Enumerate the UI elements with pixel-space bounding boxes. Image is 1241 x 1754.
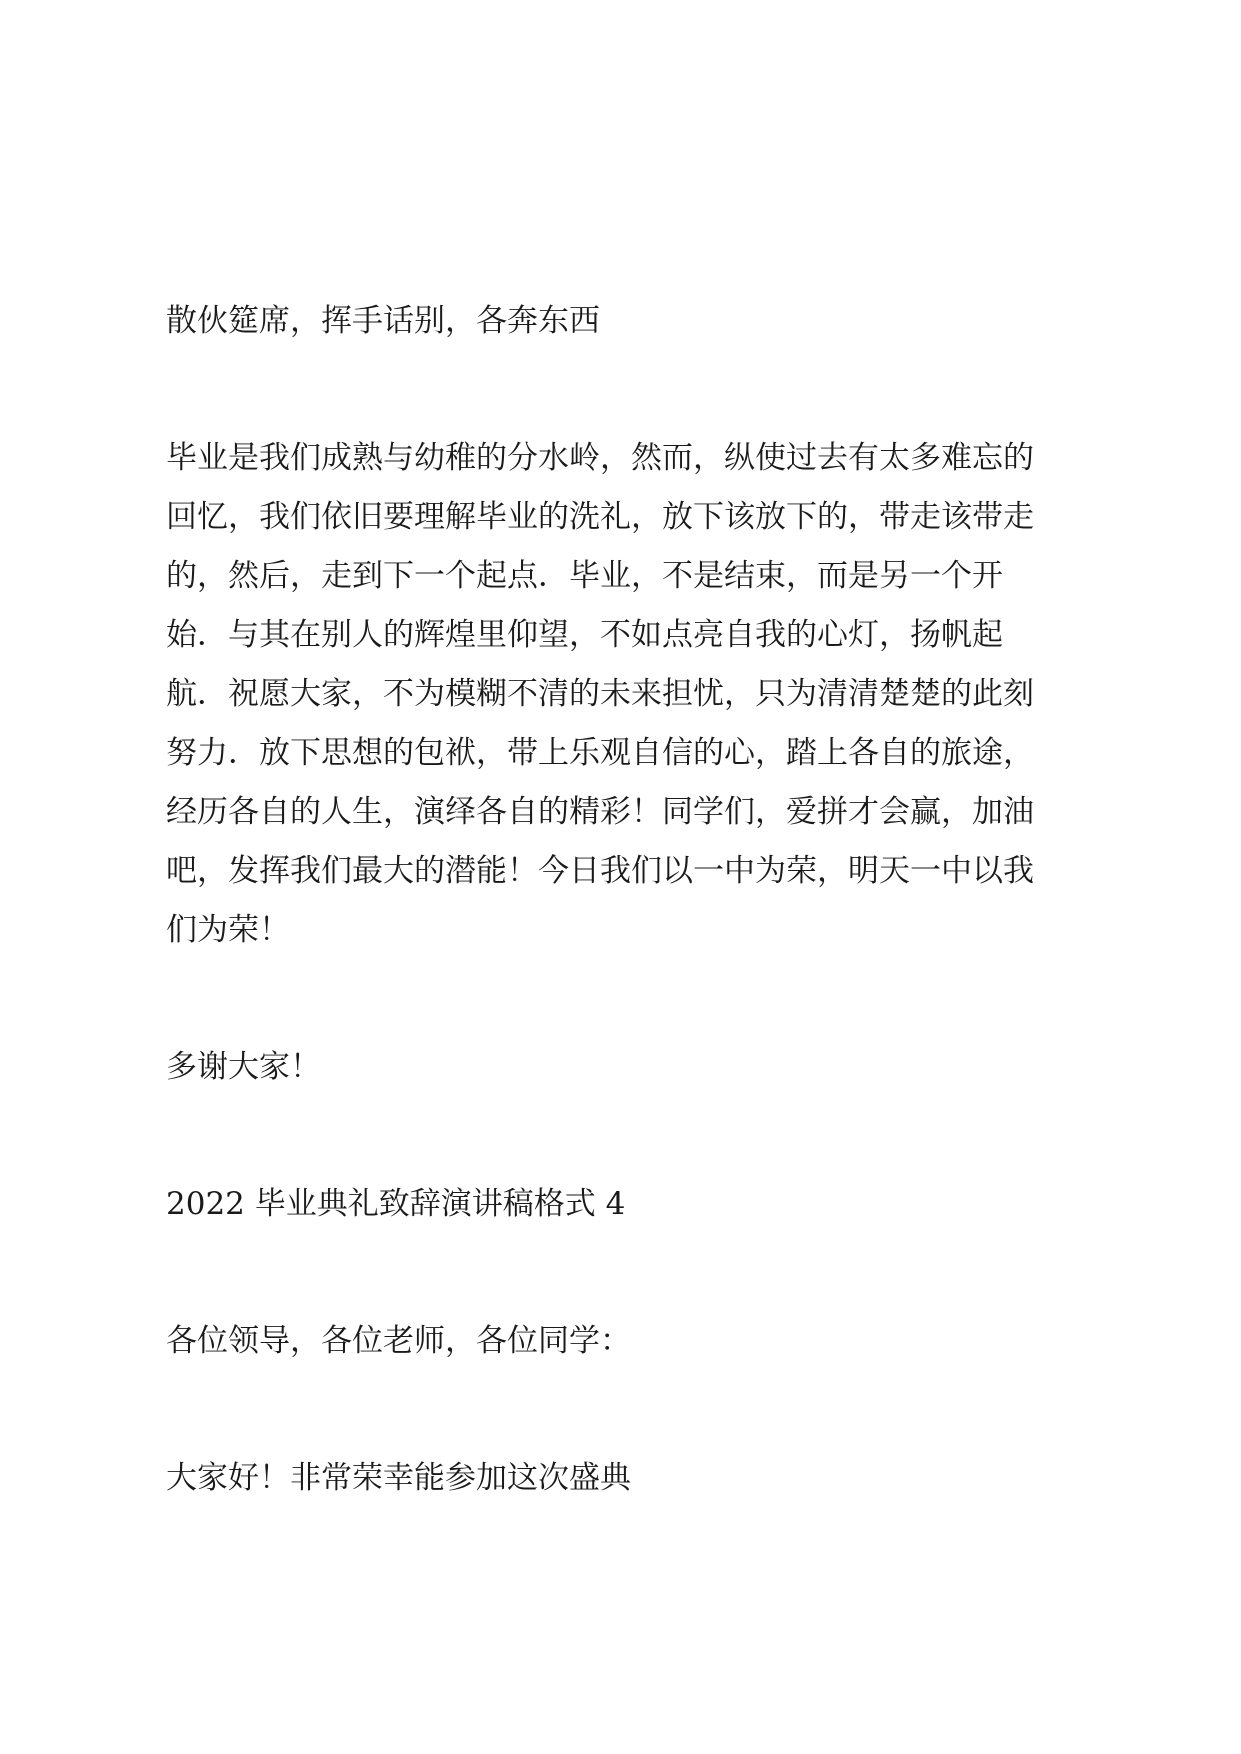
- text-line: 回忆，我们依旧要理解毕业的洗礼，放下该放下的，带走该带走: [166, 499, 1034, 535]
- text-line: 毕业是我们成熟与幼稚的分水岭，然而，纵使过去有太多难忘的: [166, 440, 1034, 476]
- paragraph-spacer: [166, 1097, 1106, 1175]
- paragraph-salutation: [166, 1312, 1106, 1371]
- text-line: 努力．放下思想的包袱，带上乐观自信的心，踏上各自的旅途，: [166, 735, 1034, 771]
- paragraph-greeting: [166, 1449, 1106, 1508]
- text-line: 航．祝愿大家，不为模糊不清的未来担忧，只为清清楚楚的此刻: [166, 676, 1034, 712]
- document-body: [166, 292, 1106, 1508]
- paragraph-spacer: [166, 1371, 1106, 1449]
- text-line: 经历各自的人生，演绎各自的精彩！同学们，爱拼才会赢，加油: [166, 794, 1034, 830]
- paragraph-graduation-speech: [166, 429, 1106, 960]
- paragraph-spacer: [166, 351, 1106, 429]
- paragraph-farewell: [166, 292, 1106, 351]
- section-heading: [166, 1175, 1106, 1234]
- text-line: 的，然后，走到下一个起点．毕业，不是结束，而是另一个开: [166, 558, 1003, 594]
- text-line: 多谢大家！: [166, 1049, 321, 1085]
- paragraph-thanks: [166, 1038, 1106, 1097]
- text-line: 散伙筵席，挥手话别，各奔东西: [166, 303, 600, 339]
- heading-line: 2022 毕业典礼致辞演讲稿格式 4: [166, 1186, 626, 1222]
- text-line: 吧，发挥我们最大的潜能！今日我们以一中为荣，明天一中以我: [166, 853, 1034, 889]
- paragraph-spacer: [166, 1234, 1106, 1312]
- text-line: 始．与其在别人的辉煌里仰望，不如点亮自我的心灯，扬帆起: [166, 617, 1003, 653]
- text-line: 大家好！非常荣幸能参加这次盛典: [166, 1460, 631, 1496]
- text-line: 各位领导，各位老师，各位同学：: [166, 1323, 631, 1359]
- paragraph-spacer: [166, 960, 1106, 1038]
- text-line: 们为荣！: [166, 912, 290, 948]
